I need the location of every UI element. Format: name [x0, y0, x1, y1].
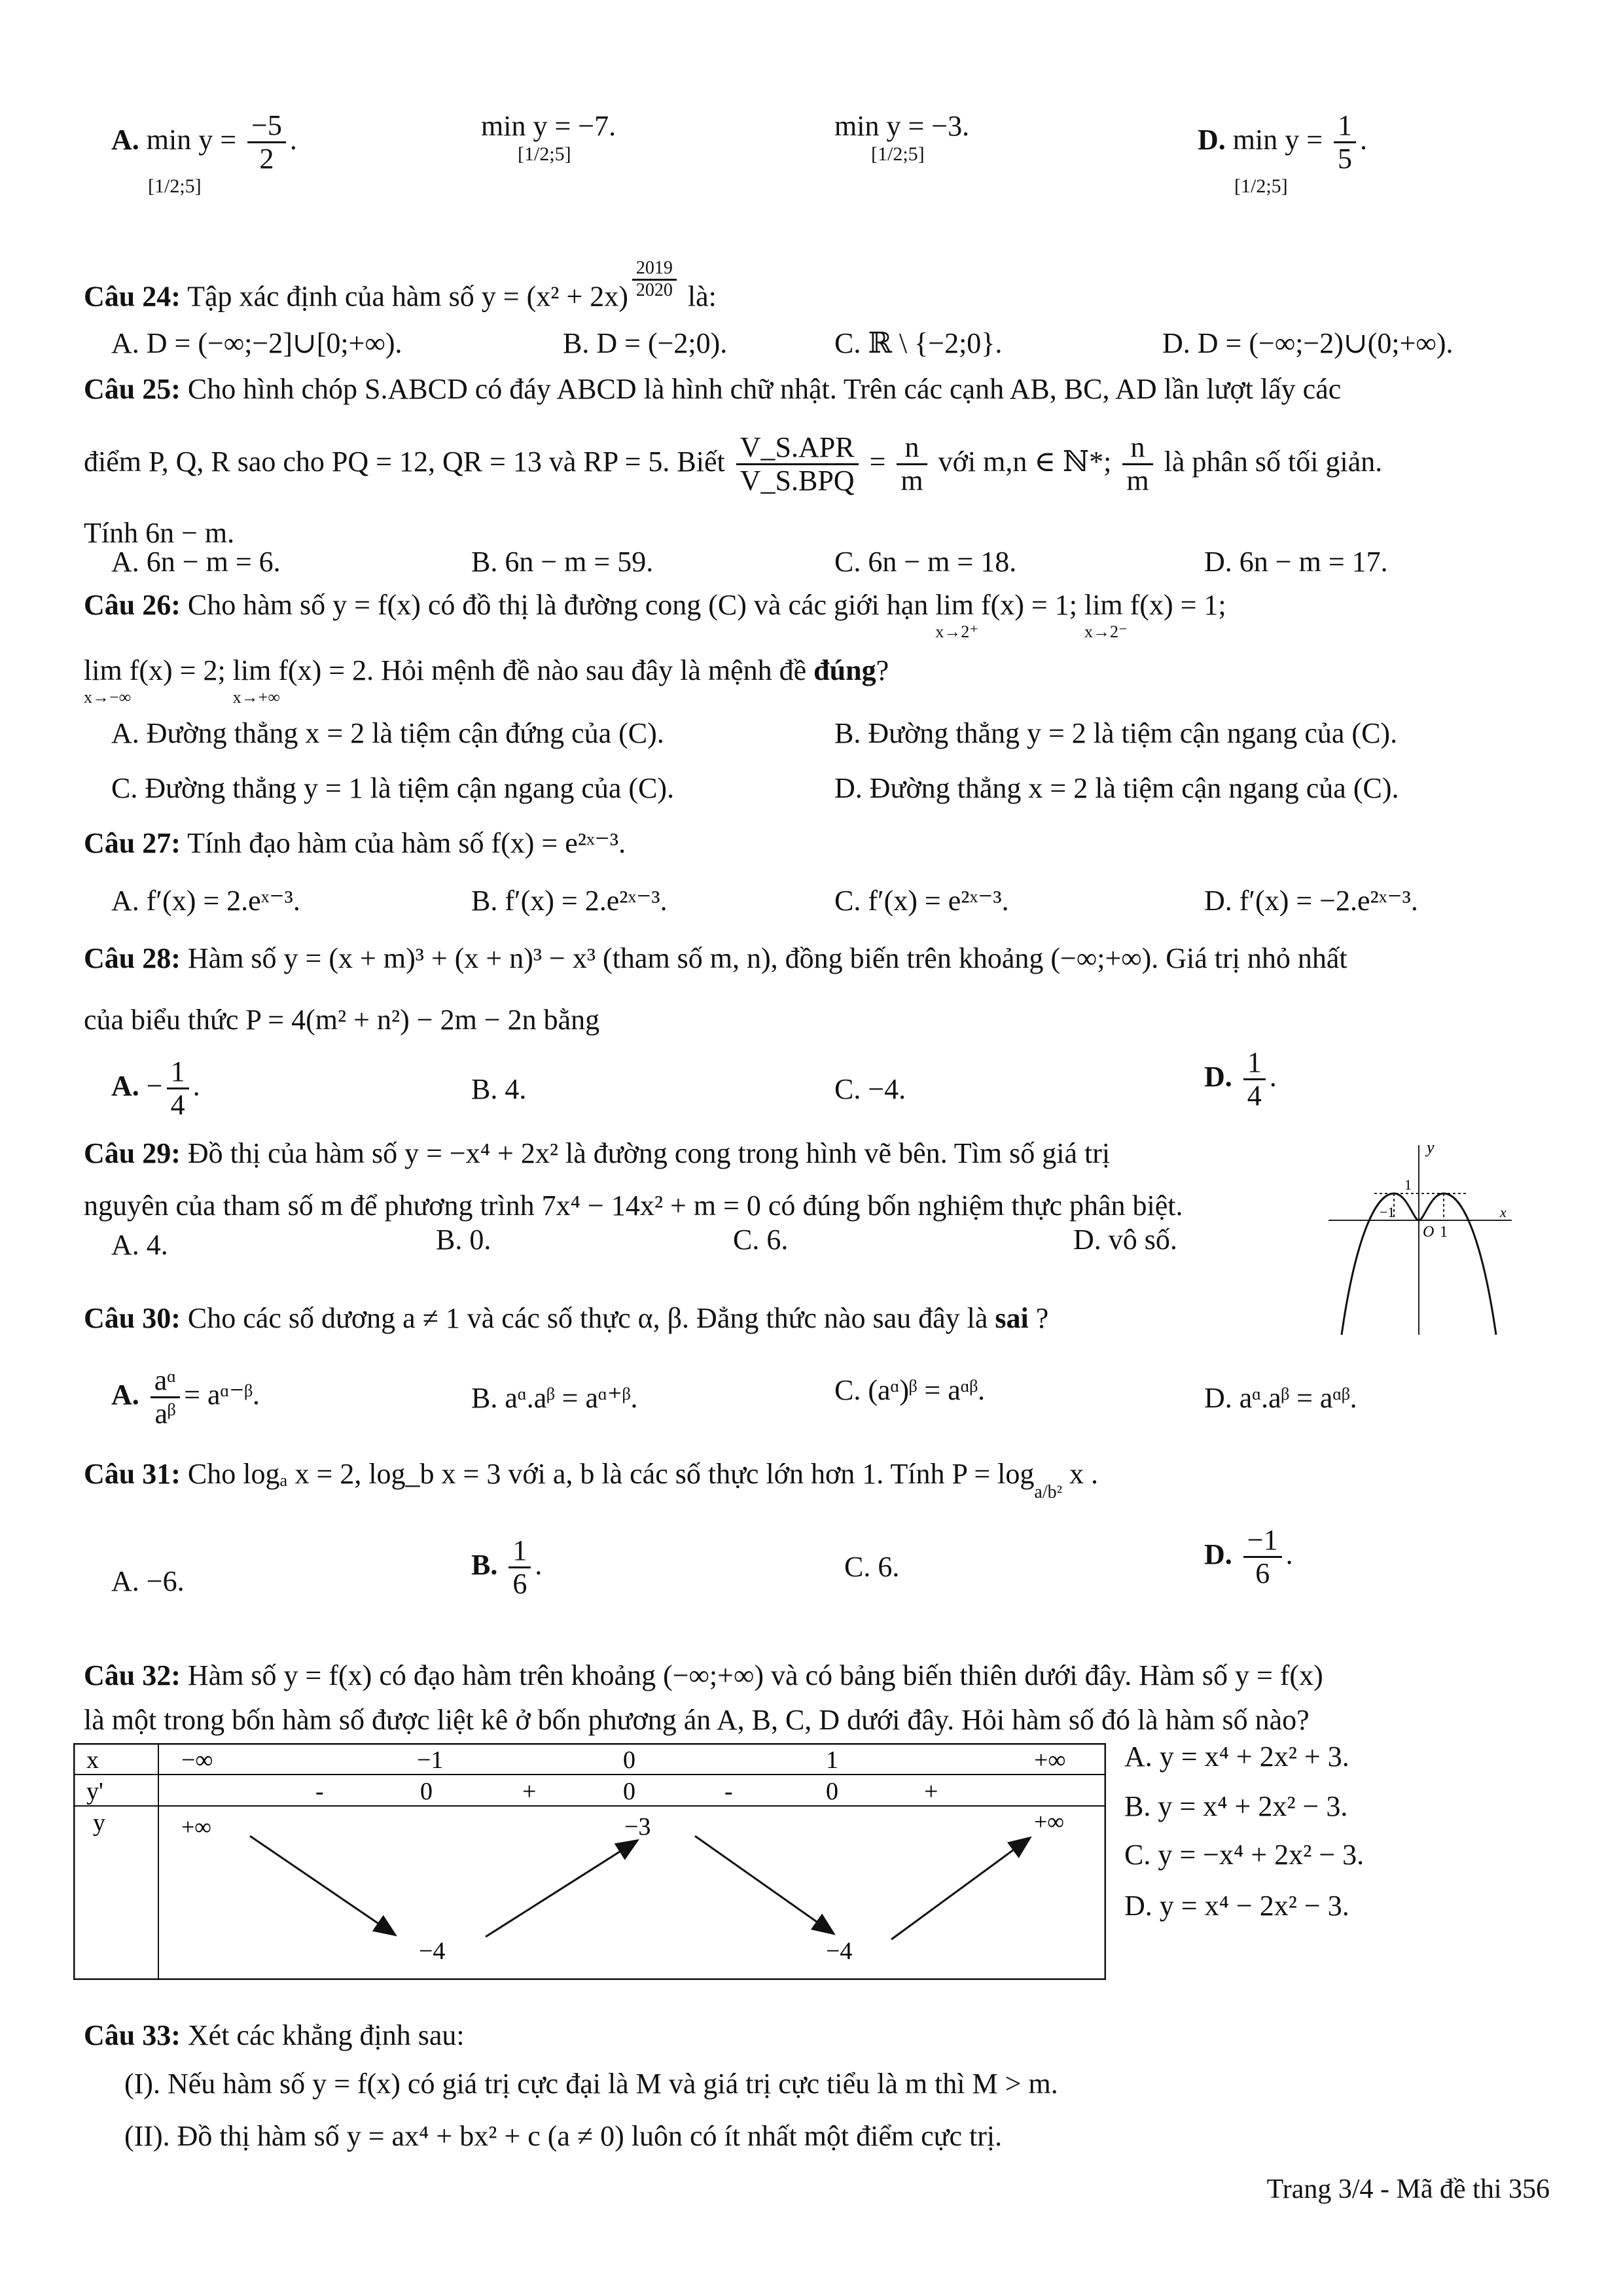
numerator: n: [1122, 432, 1152, 465]
q30-bold: sai: [995, 1302, 1029, 1334]
option-label: D.: [1204, 1538, 1232, 1570]
page-footer: Trang 3/4 - Mã đề thi 356: [1266, 2174, 1550, 2204]
rhs: = aᵅ⁻ᵝ.: [184, 1378, 260, 1411]
denominator: 4: [170, 1089, 185, 1122]
q26-text2: Hỏi mệnh đề nào sau đây là mệnh đề: [381, 654, 807, 686]
q23-option-d[interactable]: [1198, 110, 1367, 198]
q26-line2: [84, 654, 889, 707]
q26-label: Câu 26:: [84, 589, 181, 621]
q26-limit-4: [233, 654, 374, 707]
q28-option-b[interactable]: B. 4.: [471, 1073, 527, 1105]
punct: .: [289, 123, 297, 156]
x-value: −1: [417, 1746, 444, 1774]
denominator: V_S.BPQ: [740, 465, 855, 497]
arrow-up-1: [486, 1841, 636, 1937]
q23-option-b[interactable]: [481, 110, 616, 166]
arrow-up-2: [891, 1839, 1029, 1939]
sign: -: [315, 1778, 324, 1805]
q25-volume-ratio: [736, 432, 859, 497]
q32-option-b[interactable]: B. y = x⁴ + 2x² − 3.: [1124, 1790, 1348, 1822]
q26-limit-3: [84, 654, 226, 707]
numerator: aᵅ: [151, 1365, 180, 1398]
q32-line2: [84, 1704, 1310, 1737]
q31-option-b[interactable]: [471, 1535, 542, 1600]
q30-option-b[interactable]: B. aᵅ.aᵝ = aᵅ⁺ᵝ.: [471, 1382, 638, 1414]
q24-end: là:: [680, 280, 717, 313]
numerator: V_S.APR: [736, 432, 859, 465]
q28-option-d[interactable]: [1204, 1047, 1277, 1112]
arrow-down-1: [250, 1836, 394, 1934]
tick-y-one: 1: [1404, 1176, 1412, 1193]
q24-label: Câu 24:: [84, 280, 181, 313]
q23-b-domain: [1/2;5]: [518, 143, 571, 165]
y-value-right: +∞: [1034, 1809, 1064, 1835]
q31-option-d[interactable]: [1204, 1525, 1293, 1590]
q24-option-a[interactable]: A. D = (−∞;−2]∪[0;+∞).: [111, 327, 402, 359]
q29-option-d[interactable]: D. vô số.: [1073, 1224, 1177, 1256]
x-value: +∞: [1034, 1746, 1066, 1774]
limit-sub: x→+∞: [232, 687, 280, 707]
q28-option-a[interactable]: [111, 1056, 200, 1122]
sign: 0: [826, 1778, 838, 1805]
y-axis-label: y: [1427, 1139, 1435, 1157]
table-border: [74, 1744, 1105, 1979]
x-value: −∞: [181, 1746, 213, 1774]
denominator: 2: [259, 143, 274, 175]
q29-text1: Đồ thị của hàm số y = −x⁴ + 2x² là đường cong trong hình vẽ bên. Tìm số giá trị: [187, 1137, 1111, 1169]
q26-option-a[interactable]: A. Đường thẳng x = 2 là tiệm cận đứng của (C).: [111, 717, 664, 749]
q26-option-c[interactable]: C. Đường thẳng y = 1 là tiệm cận ngang của (C).: [111, 772, 675, 804]
numerator: −1: [1243, 1525, 1282, 1558]
denominator: 5: [1338, 143, 1353, 175]
q28-d-fraction: [1243, 1047, 1266, 1112]
numerator: 1: [167, 1056, 189, 1089]
q30-text: Cho các số dương a ≠ 1 và các số thực α, β. Đẳng thức nào sau đây là: [187, 1302, 988, 1334]
q32-option-d[interactable]: D. y = x⁴ − 2x² − 3.: [1124, 1890, 1349, 1922]
denominator: 6: [1255, 1557, 1270, 1590]
q25-nm-fraction-2: [1122, 432, 1152, 497]
q29-line1: [84, 1137, 1110, 1171]
q25-option-d[interactable]: D. 6n − m = 17.: [1204, 546, 1388, 578]
numerator: 1: [1243, 1047, 1266, 1080]
q28-label: Câu 28:: [84, 942, 181, 974]
q26-limit-1: [935, 589, 1077, 641]
punct: .: [1360, 123, 1368, 156]
y-value-max: −3: [624, 1813, 651, 1841]
q27-label: Câu 27:: [84, 827, 181, 859]
q32-label: Câu 32:: [84, 1659, 181, 1691]
q25-text1: Cho hình chóp S.ABCD có đáy ABCD là hình chữ nhật. Trên các cạnh AB, BC, AD lần lượt lấy các: [187, 373, 1342, 405]
q25-option-b[interactable]: B. 6n − m = 59.: [471, 546, 654, 578]
y-value-min1: −4: [419, 1937, 446, 1965]
sign: -: [724, 1778, 733, 1805]
numerator: n: [897, 432, 927, 465]
numerator: 2019: [632, 258, 677, 281]
option-label: A.: [111, 123, 139, 156]
option-label: A.: [111, 1378, 139, 1411]
q26-line1: [84, 589, 1226, 641]
y-value-min2: −4: [826, 1937, 853, 1965]
q23-d-text: min y =: [1232, 123, 1330, 156]
q26-mark: ?: [876, 654, 889, 686]
tick-one: 1: [1440, 1224, 1448, 1241]
denominator: aᵝ: [154, 1398, 176, 1430]
q29-graph: [1329, 1139, 1512, 1335]
arrow-down-2: [695, 1836, 832, 1933]
y-value-left: +∞: [181, 1814, 211, 1840]
denominator: 2020: [635, 279, 673, 300]
q26-option-d[interactable]: D. Đường thẳng x = 2 là tiệm cận ngang của (C).: [834, 772, 1399, 804]
origin-label: O: [1423, 1224, 1435, 1241]
q25-text2c: là phân số tối giản.: [1164, 445, 1383, 478]
equals: =: [869, 445, 886, 478]
q32-text2: là một trong bốn hàm số được liệt kê ở bốn phương án A, B, C, D dưới đây. Hỏi hàm số đó là hàm số nào?: [84, 1704, 1310, 1736]
option-label: B.: [471, 1548, 498, 1581]
q25-line1: [84, 373, 1341, 406]
q31-option-c[interactable]: C. 6.: [844, 1551, 900, 1583]
row-label-y: y: [93, 1809, 105, 1837]
q31-option-a[interactable]: A. −6.: [111, 1565, 185, 1597]
q28-text1: Hàm số y = (x + m)³ + (x + n)³ − x³ (tham số m, n), đồng biến trên khoảng (−∞;+∞). Giá trị nhỏ nhất: [187, 942, 1347, 974]
q24-text: Tập xác định của hàm số y = (x² + 2x): [187, 280, 628, 313]
numerator: −5: [247, 110, 286, 143]
q30-mark: ?: [1028, 1302, 1049, 1334]
q28-option-c[interactable]: C. −4.: [834, 1073, 906, 1105]
q31-b-fraction: [508, 1535, 531, 1600]
sign: +: [924, 1778, 938, 1805]
q32-line1: [84, 1659, 1323, 1693]
q28-line2: của biểu thức P = 4(m² + n²) − 2m − 2n bằng: [84, 1004, 600, 1036]
q29-label: Câu 29:: [84, 1137, 181, 1169]
q33-label: Câu 33:: [84, 2019, 181, 2051]
q29-option-b[interactable]: B. 0.: [436, 1224, 491, 1256]
q25-option-a[interactable]: A. 6n − m = 6.: [111, 546, 281, 578]
q31-text: Cho logₐ x = 2, log_b x = 3 với a, b là các số thực lớn hơn 1. Tính P = log: [187, 1458, 1035, 1490]
sign: +: [522, 1778, 537, 1805]
q27-text: Tính đạo hàm của hàm số f(x) = e²ˣ⁻³.: [187, 827, 626, 859]
q27-option-d[interactable]: D. f′(x) = −2.e²ˣ⁻³.: [1204, 885, 1418, 917]
q25-label: Câu 25:: [84, 373, 181, 405]
q25-option-c[interactable]: C. 6n − m = 18.: [834, 546, 1017, 578]
q24-option-c[interactable]: C. ℝ \ {−2;0}.: [834, 327, 1003, 359]
q28-a-fraction: [167, 1056, 189, 1122]
limit-sub: x→2⁻: [1084, 622, 1128, 641]
row-label-x: x: [86, 1746, 99, 1774]
q31-stem: [84, 1458, 1098, 1503]
numerator: 1: [508, 1535, 531, 1568]
q30-label: Câu 30:: [84, 1302, 181, 1334]
limit-sub: x→−∞: [84, 687, 132, 707]
q30-option-a[interactable]: [111, 1365, 260, 1430]
row-label-yprime: y': [86, 1778, 103, 1805]
punct: .: [192, 1069, 200, 1102]
q31-end: x .: [1062, 1458, 1099, 1490]
q29-line2: nguyên của tham số m để phương trình 7x⁴ − 14x² + m = 0 có đúng bốn nghiệm thực phân biệt.: [84, 1190, 1183, 1222]
q27-option-c[interactable]: C. f′(x) = e²ˣ⁻³.: [834, 885, 1009, 917]
q26-bold: đúng: [813, 654, 876, 686]
q25-line3: Tính 6n − m.: [84, 517, 235, 549]
q32-option-a[interactable]: A. y = x⁴ + 2x² + 3.: [1124, 1740, 1349, 1773]
option-label: D.: [1204, 1060, 1232, 1093]
sign: 0: [623, 1778, 635, 1805]
x-value: 1: [826, 1746, 838, 1774]
q23-c-text: min y = −3.: [834, 110, 970, 142]
q25-text2a: điểm P, Q, R sao cho PQ = 12, QR = 13 và RP = 5. Biết: [84, 445, 725, 478]
numerator: 1: [1334, 110, 1356, 143]
sign: −: [146, 1069, 163, 1102]
q31-label: Câu 31:: [84, 1458, 181, 1490]
q23-c-domain: [1/2;5]: [871, 143, 925, 165]
q23-option-a[interactable]: [111, 110, 297, 198]
punct: .: [1269, 1060, 1277, 1093]
option-label: A.: [111, 1069, 139, 1102]
punct: .: [1285, 1538, 1293, 1570]
q24-option-d[interactable]: D. D = (−∞;−2)∪(0;+∞).: [1162, 327, 1454, 359]
denominator: m: [901, 465, 923, 497]
option-label: D.: [1198, 123, 1226, 156]
q33-statement-2: (II). Đồ thị hàm số y = ax⁴ + bx² + c (a ≠ 0) luôn có ít nhất một điểm cực trị.: [124, 2120, 1003, 2152]
q23-b-text: min y = −7.: [481, 110, 616, 142]
sign: 0: [420, 1778, 433, 1805]
denominator: 4: [1247, 1080, 1262, 1112]
q23-a-text: min y =: [146, 123, 244, 156]
denominator: 6: [512, 1568, 527, 1600]
q26-limit-2: [1084, 589, 1226, 641]
q23-a-domain: [1/2;5]: [148, 175, 202, 197]
q24-exponent: [632, 258, 677, 301]
q25-nm-fraction: [897, 432, 927, 497]
x-value: 0: [623, 1746, 635, 1774]
q25-line2: [84, 432, 1382, 497]
q27-option-b[interactable]: B. f′(x) = 2.e²ˣ⁻³.: [471, 885, 668, 917]
q30-a-fraction: [151, 1365, 180, 1430]
q32-option-c[interactable]: C. y = −x⁴ + 2x² − 3.: [1124, 1839, 1364, 1871]
q29-option-c[interactable]: C. 6.: [733, 1224, 789, 1256]
variation-table: [73, 1743, 1106, 1980]
q30-option-d[interactable]: D. aᵅ.aᵝ = aᵅᵝ.: [1204, 1382, 1357, 1414]
q27-stem: [84, 827, 626, 860]
q24-stem: [84, 258, 717, 313]
limit: lim f(x) = 2;: [84, 654, 226, 686]
q23-d-fraction: [1334, 110, 1356, 175]
limit: lim f(x) = 1;: [935, 589, 1077, 621]
q28-line1: [84, 942, 1347, 976]
q23-option-c[interactable]: [834, 110, 969, 166]
q33-text: Xét các khẳng định sau:: [187, 2019, 465, 2051]
q31-log-base: a/b²: [1034, 1482, 1063, 1502]
q27-option-a[interactable]: A. f′(x) = 2.eˣ⁻³.: [111, 885, 300, 917]
punct: .: [535, 1548, 543, 1581]
q32-text1: Hàm số y = f(x) có đạo hàm trên khoảng (−∞;+∞) và có bảng biến thiên dưới đây. Hàm số y = f(x): [187, 1659, 1323, 1691]
limit-sub: x→2⁺: [935, 622, 979, 641]
limit: lim f(x) = 2.: [232, 654, 374, 686]
q25-text2b: với m,n ∈ ℕ*;: [938, 445, 1112, 478]
q29-option-a[interactable]: A. 4.: [111, 1229, 168, 1261]
limit: lim f(x) = 1;: [1084, 589, 1226, 621]
x-axis-label: x: [1500, 1204, 1507, 1220]
q30-option-c[interactable]: C. (aᵅ)ᵝ = aᵅᵝ.: [834, 1374, 985, 1406]
q33-statement-1: (I). Nếu hàm số y = f(x) có giá trị cực đại là M và giá trị cực tiểu là m thì M > m.: [124, 2068, 1058, 2100]
q24-option-b[interactable]: B. D = (−2;0).: [563, 327, 728, 359]
q26-option-b[interactable]: B. Đường thẳng y = 2 là tiệm cận ngang của (C).: [834, 717, 1398, 749]
q23-d-domain: [1/2;5]: [1234, 175, 1288, 197]
q33-stem: [84, 2019, 465, 2053]
tick-minus-one: −1: [1380, 1204, 1395, 1220]
q23-a-fraction: [247, 110, 286, 175]
q30-stem: [84, 1302, 1048, 1335]
q31-d-fraction: [1243, 1525, 1282, 1590]
denominator: m: [1126, 465, 1149, 497]
q26-text1: Cho hàm số y = f(x) có đồ thị là đường cong (C) và các giới hạn: [187, 589, 929, 621]
